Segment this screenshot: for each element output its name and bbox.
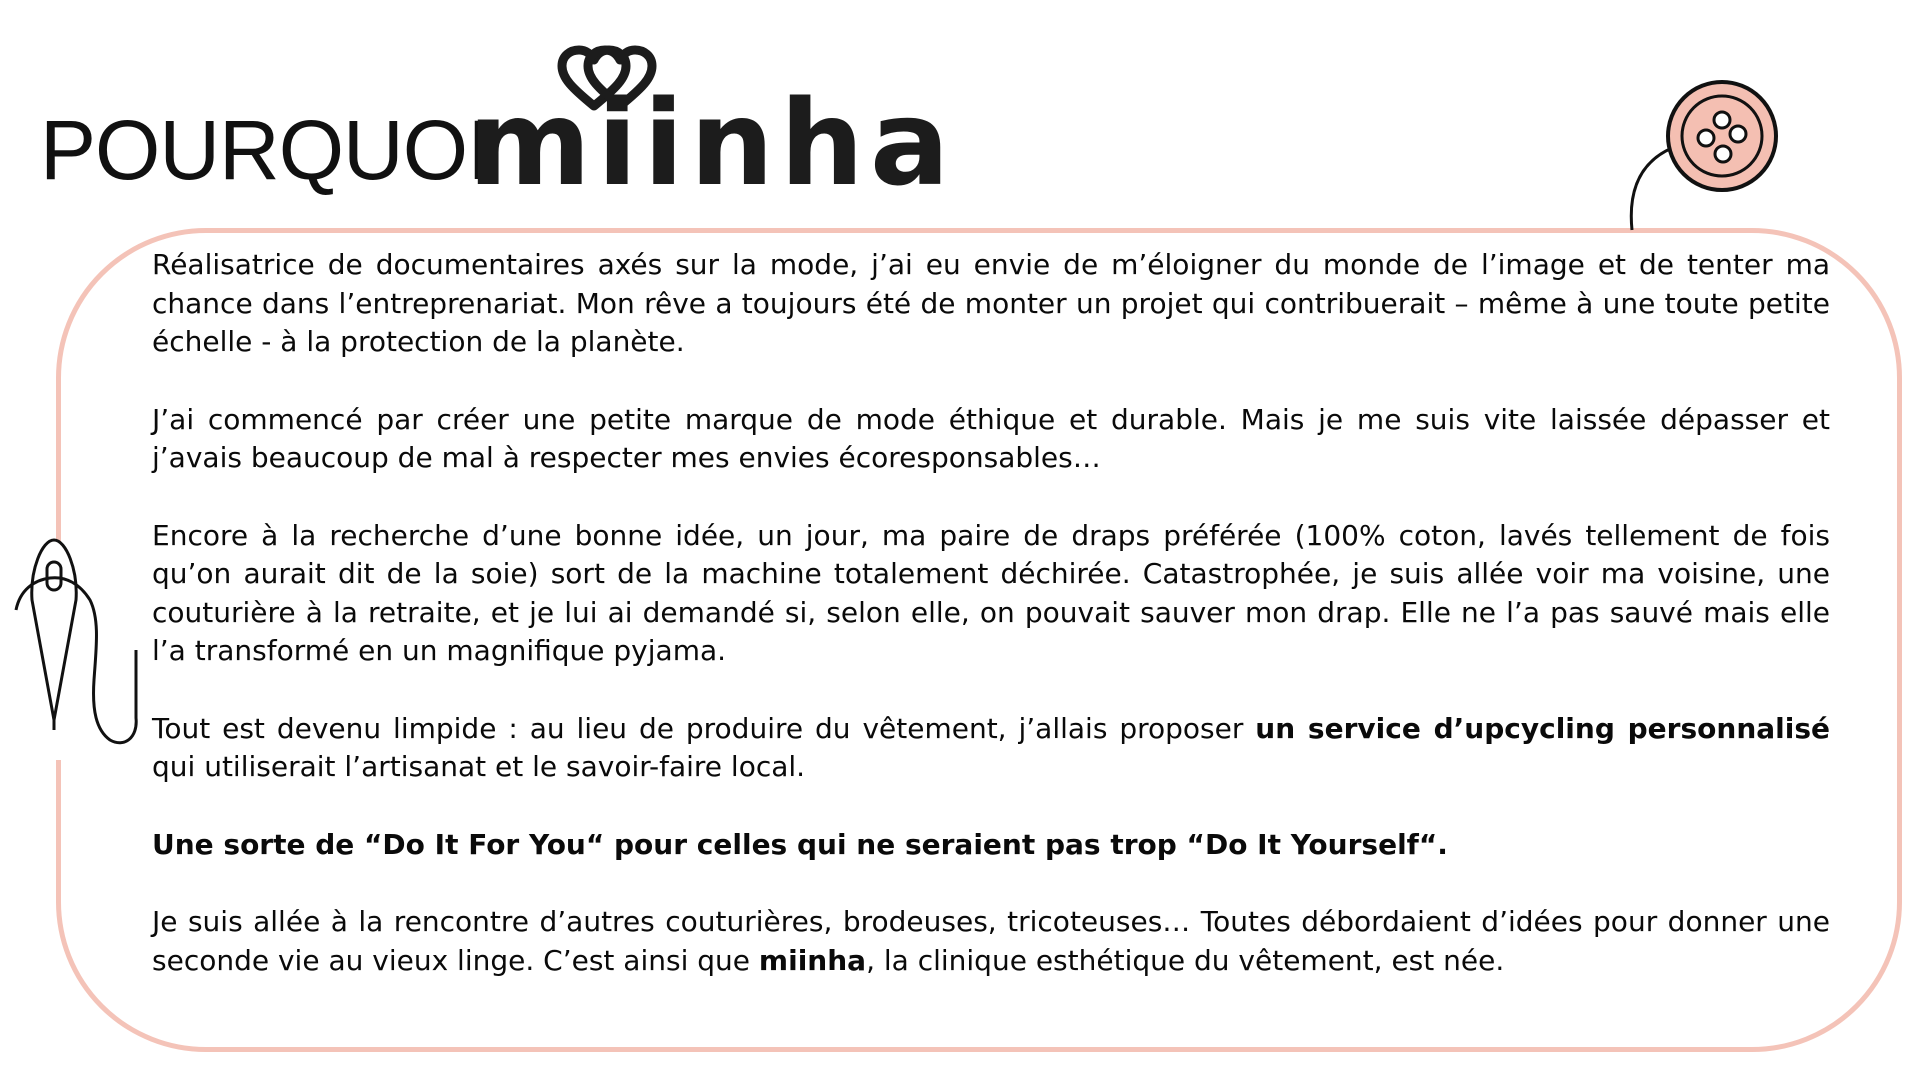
paragraph-3: Encore à la recherche d’une bonne idée, un jour, ma paire de draps préférée (100% coton, lavés tellement de fois qu’on aurait dit de la soie) sort de la machine totalement déchirée. Catastrophée, je suis allée voir ma voisine, une couturière à la retraite, et je lui ai demandé si, selon elle, on pouvait sauver mon drap. Elle ne l’a pas sauvé mais elle l’a transformé en un magnifique pyjama. (152, 518, 1830, 667)
story-text (152, 246, 1830, 1019)
paragraph-6-end: , la clinique esthétique du vêtement, est née. (866, 943, 1505, 977)
brand-wordmark: miinha (468, 74, 956, 212)
paragraph-4-end: qui utiliserait l’artisanat et le savoir-faire local. (152, 750, 806, 783)
paragraph-6 (152, 903, 1830, 980)
paragraph-2: J’ai commencé par créer une petite marque de mode éthique et durable. Mais je me suis vite laissée dépasser et j’avais beaucoup de mal à respecter mes envies écoresponsables… (152, 402, 1830, 474)
sewing-button-icon (1610, 70, 1790, 240)
paragraph-5 (152, 826, 1830, 865)
paragraph-4-highlight: un service d’upcycling personnalisé (1255, 711, 1830, 745)
paragraph-6-brand: miinha (758, 943, 867, 977)
paragraph-6-start: Je suis allée à la rencontre d’autres couturières, brodeuses, tricoteuses… Toutes débordaient d’idées pour donner une seconde vie au vieux linge. C’est ainsi que (152, 905, 1830, 977)
paragraph-1: Réalisatrice de documentaires axés sur la mode, j’ai eu envie de m’éloigner du monde de l’image et de tenter ma chance dans l’entreprenariat. Mon rêve a toujours été de monter un projet qui contribuerait – même à une toute petite échelle - à la protection de la planète. (152, 248, 1830, 358)
paragraph-5-bold: Une sorte de “Do It For You“ pour celles qui ne seraient pas trop “Do It Yourself“. (152, 827, 1448, 861)
page-title: POURQUOI (40, 103, 490, 197)
brand-logo (468, 40, 956, 212)
paragraph-4 (152, 710, 1830, 787)
sewing-needle-icon (10, 530, 140, 760)
paragraph-4-start: Tout est devenu limpide : au lieu de produire du vêtement, j’allais proposer (152, 711, 1256, 745)
